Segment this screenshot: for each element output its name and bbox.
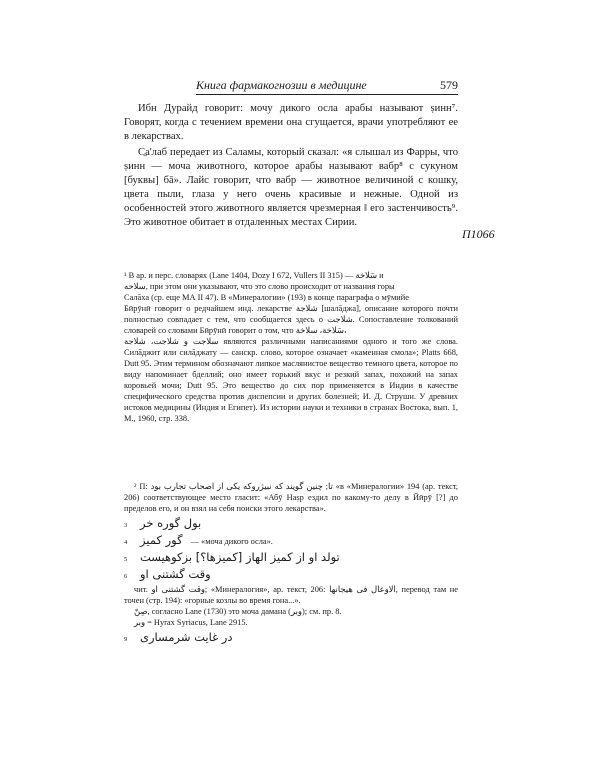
footnote-1-line-1: ¹ В ар. и перс. словарях (Lane 1404, Dozy I 672, Vullers II 315) — سَلاخة и — [124, 271, 384, 280]
paragraph-2: С̱а'лаб передает из Саламы, который сказал: «я слышал из Фарры, что ṣинн — моча животного, которое арабы называют вабр⁸ с сукуном [буквы] бā». Лайс говорит, что вабр — животное величиной с кошку, цвета пыли, глаза у него очень красивые и нежные. Одной из особенностей этого животного является чрезмерная ‖ его застенчивость⁹. Это животное обитает в отдаленных местах Сирии. — [124, 147, 458, 228]
footnote-1-line-3: Салāха (ср. еще МА II 47). В «Минералогии» (193) в конце параграфа о мӯмийе — [124, 293, 409, 302]
running-title: Книга фармакогнозии в медицине — [196, 78, 367, 92]
footnote-1-line-2: سلاحه, при этом они указывают, что это слово происходит от названия горы — [124, 282, 395, 291]
footnote-6-number: 6 — [124, 573, 128, 580]
paragraph-1: Ибн Дурайд говорит: мочу дикого осла арабы называют ṣинн⁷. Говорят, когда с течением времени она сгущается, врачи употребляют ее в лекарствах. — [124, 103, 458, 142]
footnote-1 — [124, 270, 458, 424]
footnote-3-number: 3 — [124, 522, 128, 529]
footnote-9 — [124, 630, 458, 645]
header-rule — [196, 94, 458, 95]
footnote-7: صِنّ, согласно Lane (1730) это моча дамана (وبر); см. пр. 8. — [134, 607, 342, 616]
footnotes-2-9 — [124, 481, 458, 647]
footnote-6 — [124, 567, 458, 582]
footnote-9-number: 9 — [124, 636, 128, 643]
footnote-3 — [124, 516, 458, 531]
margin-manuscript-ref: П1066 — [462, 227, 495, 241]
page-number: 579 — [440, 78, 458, 92]
footnote-6-arabic: وقت گشتنى او — [140, 567, 211, 581]
footnote-9-arabic: در غايت شرمسارى — [140, 630, 233, 644]
footnote-4 — [124, 533, 458, 548]
running-header — [196, 78, 458, 93]
footnote-4-number: 4 — [124, 539, 128, 546]
footnote-3-arabic: بول گوره خر — [140, 516, 202, 530]
footnote-2: ² П: تا; چنين گويند كه نبيژروكه يكى از اصحاب تجارب بود «в «Минералогии» 194 (ар. текст, 206) соответствующее место гласит: «Абӯ Наṣр ездил по какому-то делу в Йӣрӯ [?] до пределов его, и он взял на себя поиски этого лекарства». — [124, 482, 458, 513]
footnote-5 — [124, 550, 458, 565]
footnote-1-line-4: Бӣрӯнӣ говорит о редчайшем инд. лекарстве شلاجة [шалāджа], описание которого почти полностью совпадает с тем, что сообщается здесь о شلاجت. Сопоставление толкований словарей со словами Бӣрӯнӣ говорит о том, что سَلاخة، سلاخة، — [124, 304, 459, 335]
footnote-5-number: 5 — [124, 556, 128, 563]
footnote-8: وبر = Hyrax Syriacus, Lane 2915. — [134, 618, 248, 627]
footnote-1-line-5: سلاجت و شلاجت، شلاجة являются различными написаниями одного и того же слова. Силāджит или силāджату — санскр. слово, которое означает «каменная смола»; Platts 668, Dutt 95. Этим термином обозначают липкое маслянистое вещество темного цвета, которое по виду напоминает бделлий; оно имеет горький вкус и резкий запах, похожий на запах коровьей мочи; Dutt 95. Это вещество до сих пор применяется в Индии в качестве специфического средства против диспепсии и других болезней; И. Д. Струшн. У древних истоков медицины (Индия и Египет). Из истории науки и техники в странах Востока, вып. 1, М., 1960, стр. 338. — [124, 337, 458, 423]
footnote-4-arabic: گور كميز — [140, 533, 183, 547]
footnote-5-arabic: تولد او از كميز الهاز [كميزها؟] بزكوهيست — [140, 550, 340, 564]
main-text — [124, 102, 458, 230]
footnote-6-text: чит. وقت گشتنى او; «Минералогия», ар. текст, 206: الاوعال فى هيجانها, перевод там не точен (стр. 194): «горные козлы во время гона...». — [124, 585, 458, 605]
footnote-4-text: — «моча дикого осла». — [190, 537, 273, 546]
